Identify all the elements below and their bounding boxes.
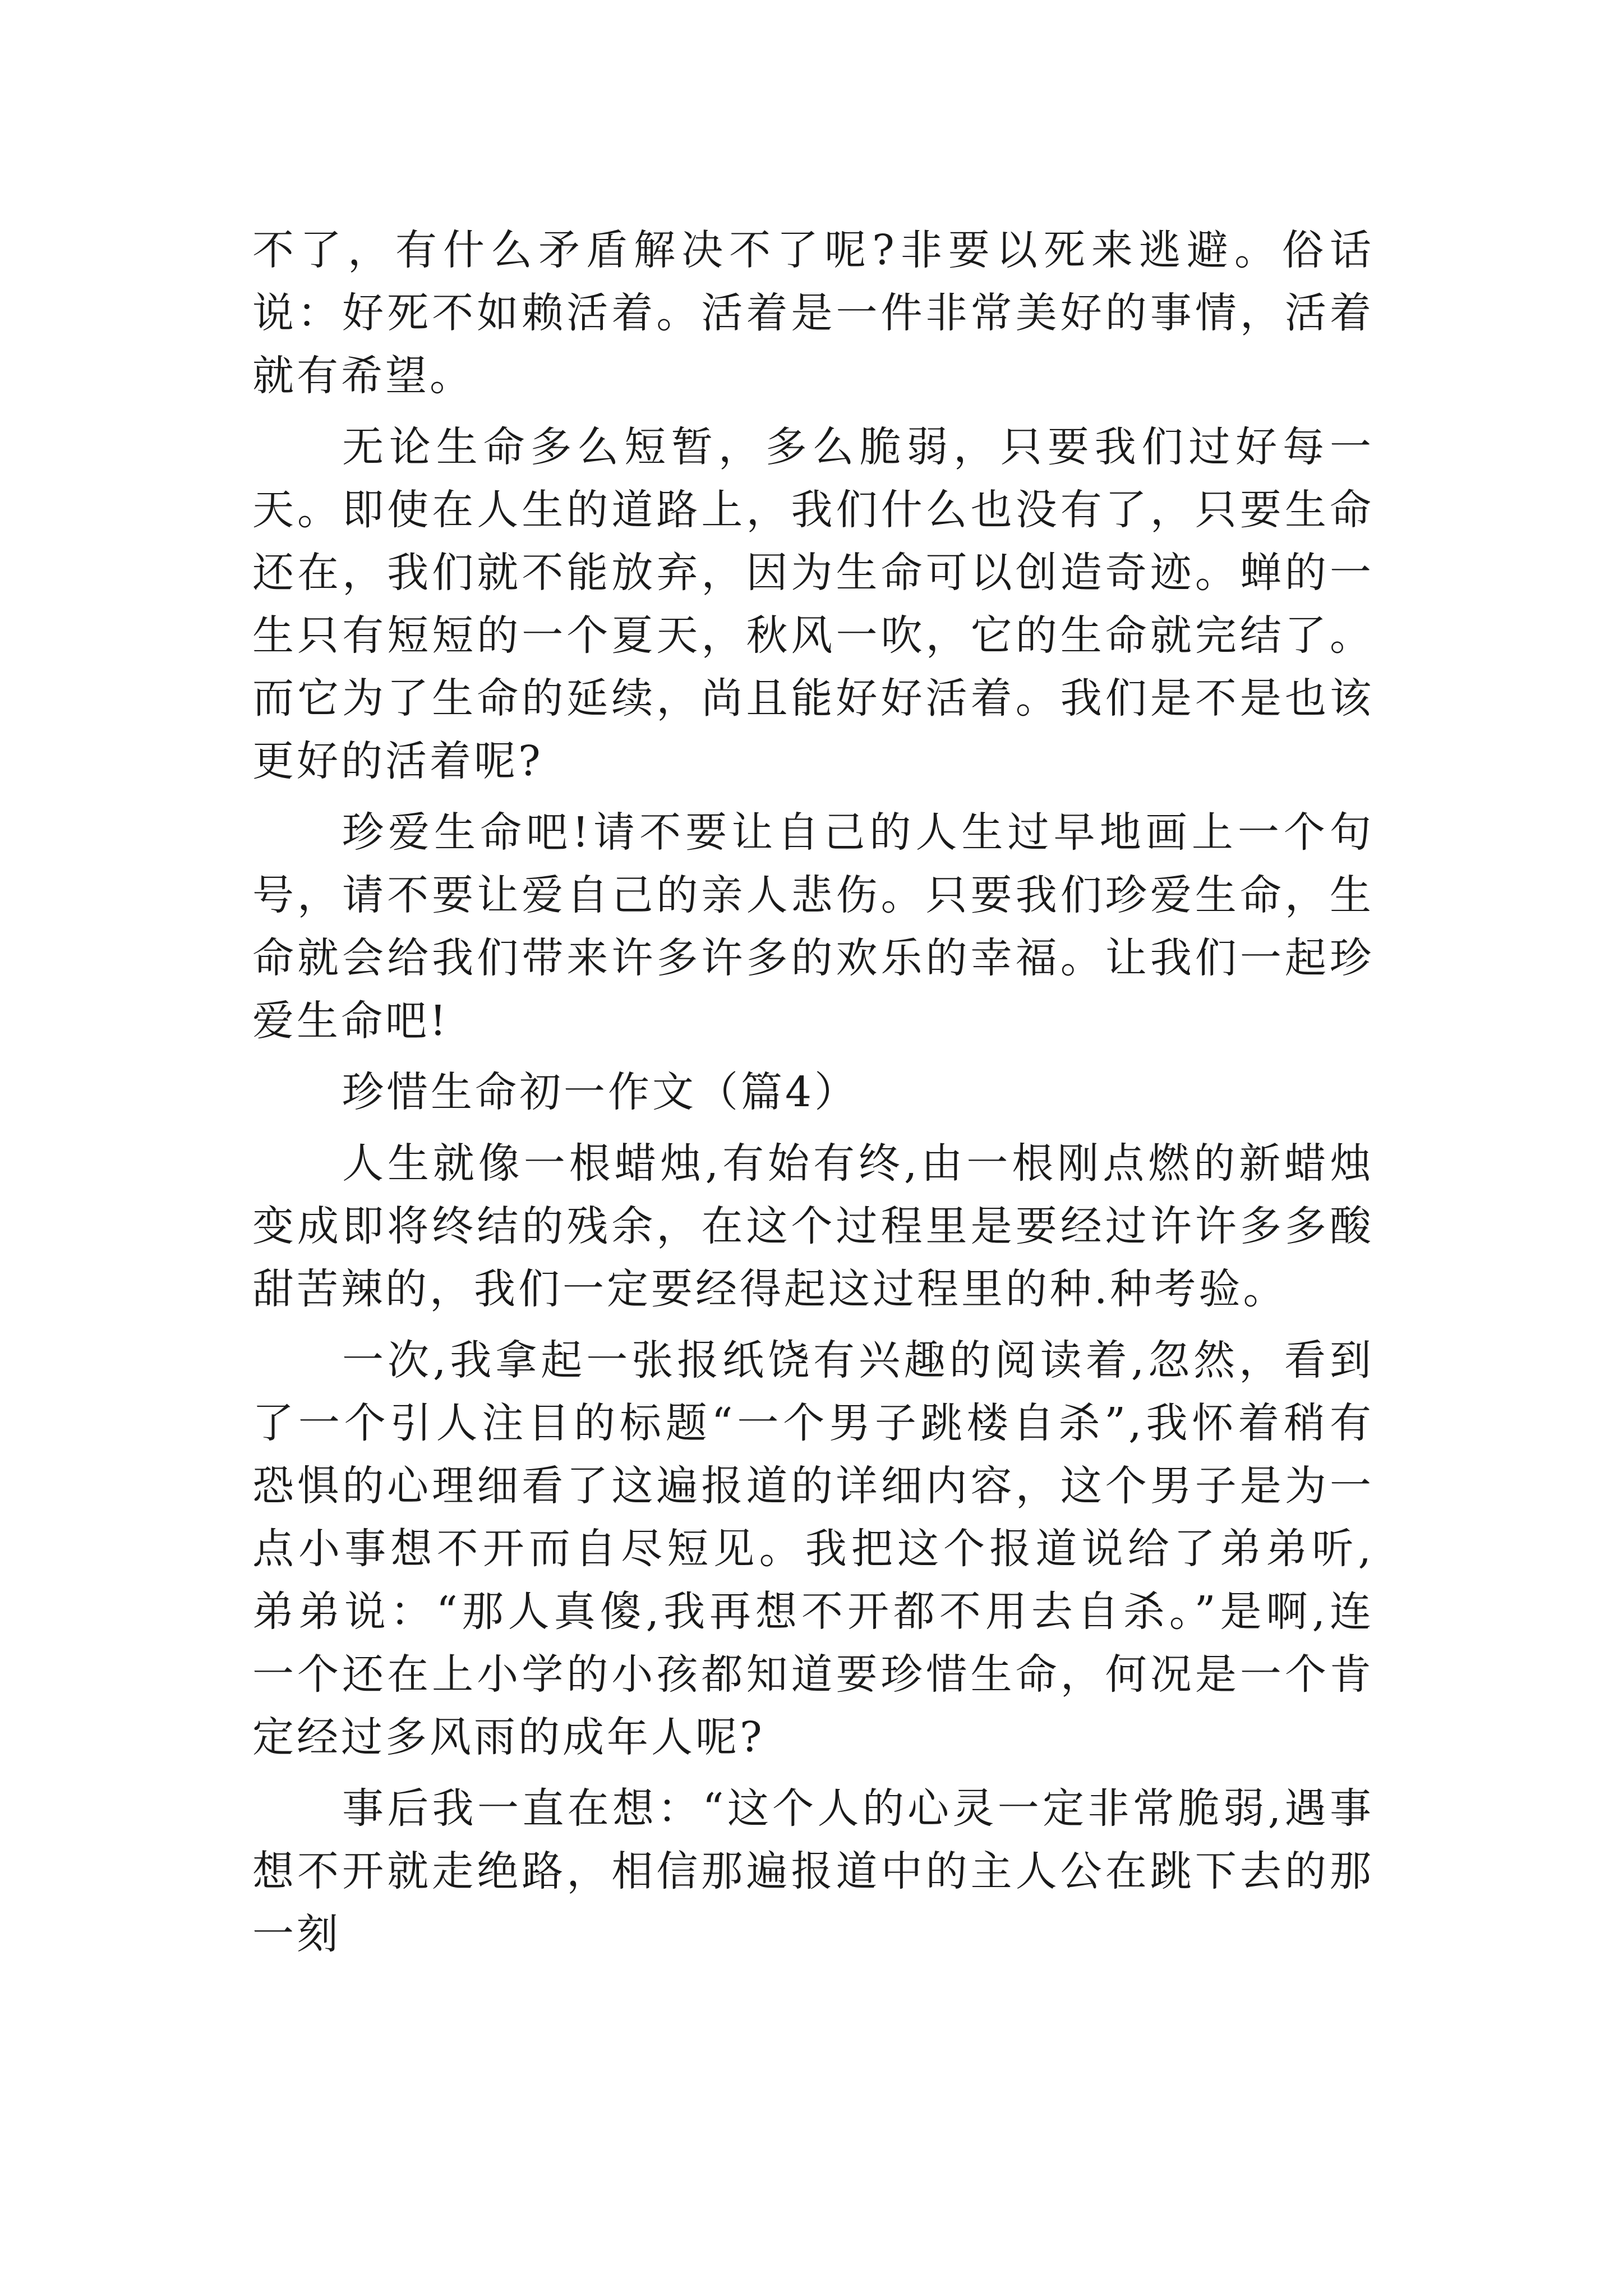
paragraph-5: 一次,我拿起一张报纸饶有兴趣的阅读着,忽然，看到了一个引人注目的标题“一个男子跳楼自杀”,我怀着稍有恐惧的心理细看了这遍报道的详细内容，这个男子是为一点小事想不开而自尽短见。我把这个报道说给了弟弟听,弟弟说：“那人真傻,我再想不开都不用去自杀。”是啊,连一个还在上小学的小孩都知道要珍惜生命，何况是一个肯定经过多风雨的成年人呢? [252, 1336, 1374, 1761]
document-body [252, 219, 1374, 1974]
paragraph-3: 珍爱生命吧!请不要让自己的人生过早地画上一个句号，请不要让爱自己的亲人悲伤。只要我们珍爱生命，生命就会给我们带来许多许多的欢乐的幸福。让我们一起珍爱生命吧! [252, 808, 1374, 1045]
paragraph-4: 人生就像一根蜡烛,有始有终,由一根刚点燃的新蜡烛变成即将终结的残余，在这个过程里是要经过许许多多酸甜苦辣的，我们一定要经得起这过程里的种.种考验。 [252, 1139, 1374, 1313]
paragraph-1: 不了，有什么矛盾解决不了呢?非要以死来逃避。俗话说：好死不如赖活着。活着是一件非常美好的事情，活着就有希望。 [252, 226, 1374, 400]
paragraph-2: 无论生命多么短暂，多么脆弱，只要我们过好每一天。即使在人生的道路上，我们什么也没有了，只要生命还在，我们就不能放弃，因为生命可以创造奇迹。蝉的一生只有短短的一个夏天，秋风一吹，它的生命就完结了。而它为了生命的延续，尚且能好好活着。我们是不是也该更好的活着呢? [252, 423, 1374, 785]
paragraph-6: 事后我一直在想：“这个人的心灵一定非常脆弱,遇事想不开就走绝路，相信那遍报道中的主人公在跳下去的那一刻 [252, 1784, 1374, 1958]
section-title: 珍惜生命初一作文（篇4） [342, 1068, 859, 1116]
